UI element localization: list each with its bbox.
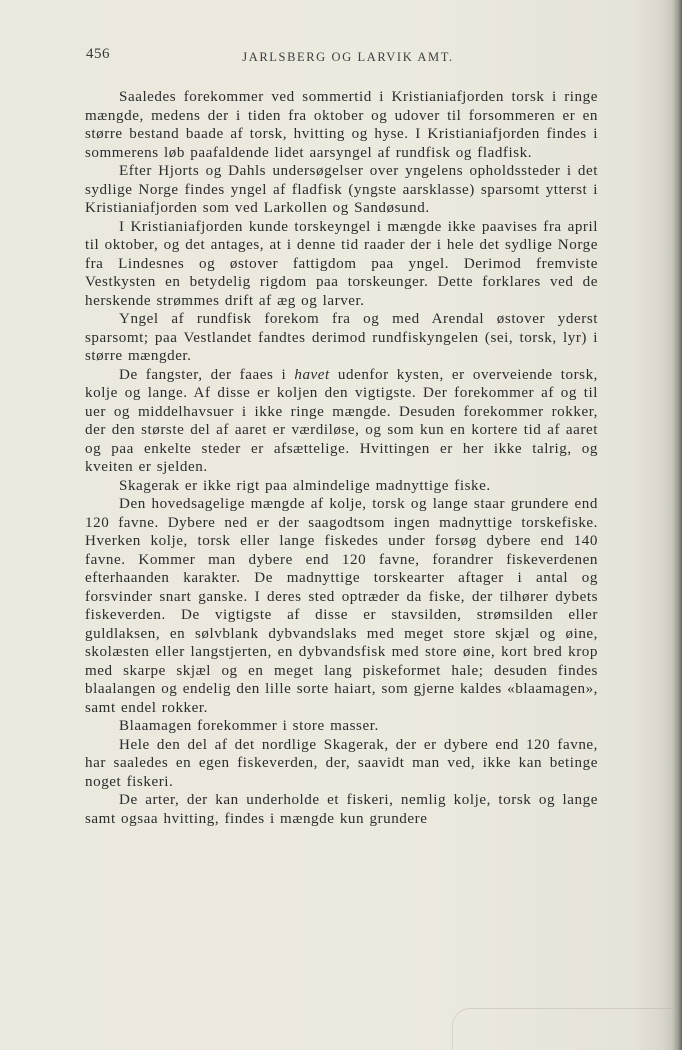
page-edge-shadow	[672, 0, 682, 1050]
paragraph: Saaledes forekommer ved sommertid i Kristianiafjorden torsk i ringe mængde, medens der i tiden fra oktober og udover til forsommeren er en større bestand baade af torsk, hvitting og hyse. I Kristianiafjorden findes i sommerens løb paafaldende lidet aarsyngel af rundfisk og fladfisk.	[85, 89, 598, 161]
page-fold-mark	[452, 1008, 673, 1050]
body-text	[85, 88, 598, 828]
page-number: 456	[86, 46, 110, 62]
paragraph: Efter Hjorts og Dahls undersøgelser over yngelens opholdssteder i det sydlige Norge findes yngel af fladfisk (yngste aarsklasse) sparsomt ytterst i Kristianiafjorden som ved Larkollen og Sandøsund.	[85, 163, 598, 216]
paragraph: Blaamagen forekommer i store masser.	[119, 718, 379, 734]
paragraph: Hele den del af det nordlige Skagerak, der er dybere end 120 favne, har saaledes en egen fiskeverden, der, saavidt man ved, ikke kan betinge noget fiskeri.	[85, 736, 598, 790]
running-head: JARLSBERG OG LARVIK AMT.	[242, 50, 454, 64]
paragraph: De arter, der kan underholde et fiskeri, nemlig kolje, torsk og lange samt ogsaa hvitting, findes i mængde kun grundere	[85, 792, 598, 827]
paragraph: Yngel af rundfisk forekom fra og med Arendal østover yderst sparsomt; paa Vestlandet fandtes derimod rundfiskyngelen (sei, torsk, lyr) i større mængder.	[85, 311, 598, 364]
paragraph: De fangster, der faaes i havet udenfor kysten, er overveiende torsk, kolje og lange. Af disse er koljen den vigtigste. Der forekommer af og til uer og middelhavsuer i ikke ringe mængde. Desuden forekommer rokker, der den største del af aaret er værdiløse, og som kun en kortere tid af aaret og paa enkelte steder er afsættelige. Hvittingen er her ikke talrig, og kveiten er sjelden.	[85, 366, 599, 475]
paragraph: I Kristianiafjorden kunde torskeyngel i mængde ikke paavises fra april til oktober, og det antages, at i denne tid raader der i hele det sydlige Norge fra Lindesnes og østover fattigdom paa yngel. Derimod fremviste Vestkysten en betydelig rigdom paa torskeunger. Dette forklares ved de herskende strømmes drift af æg og larver.	[85, 218, 598, 309]
italic-term: havet	[294, 366, 330, 383]
paragraph: Skagerak er ikke rigt paa almindelige madnyttige fiske.	[119, 477, 491, 494]
paragraph: Den hovedsagelige mængde af kolje, torsk og lange staar grundere end 120 favne. Dybere ned er der saagodtsom ingen madnyttige torskefiske. Hverken kolje, torsk eller lange fiskedes under forsøg dybere end 140 favne. Kommer man dybere end 120 favne, forandrer fiskeverdenen efterhaanden karakter. De madnyttige torskearter aftager i antal og forsvinder snart ganske. I deres sted optræder da fiske, der tilhører dybets fiskeverden. De vigtigste af disse er stavsilden, strømsilden eller guldlaksen, en sølvblank dybvandslaks med meget store skjæl og øine, skolæsten eller langstjerten, en dybvandsfisk med store øine, kort bred krop med skarpe skjæl og en meget lang piskeformet hale; desuden findes blaalangen og endelig den lille sorte haiart, som gjerne kaldes «blaamagen», samt endel rokker.	[85, 496, 598, 716]
